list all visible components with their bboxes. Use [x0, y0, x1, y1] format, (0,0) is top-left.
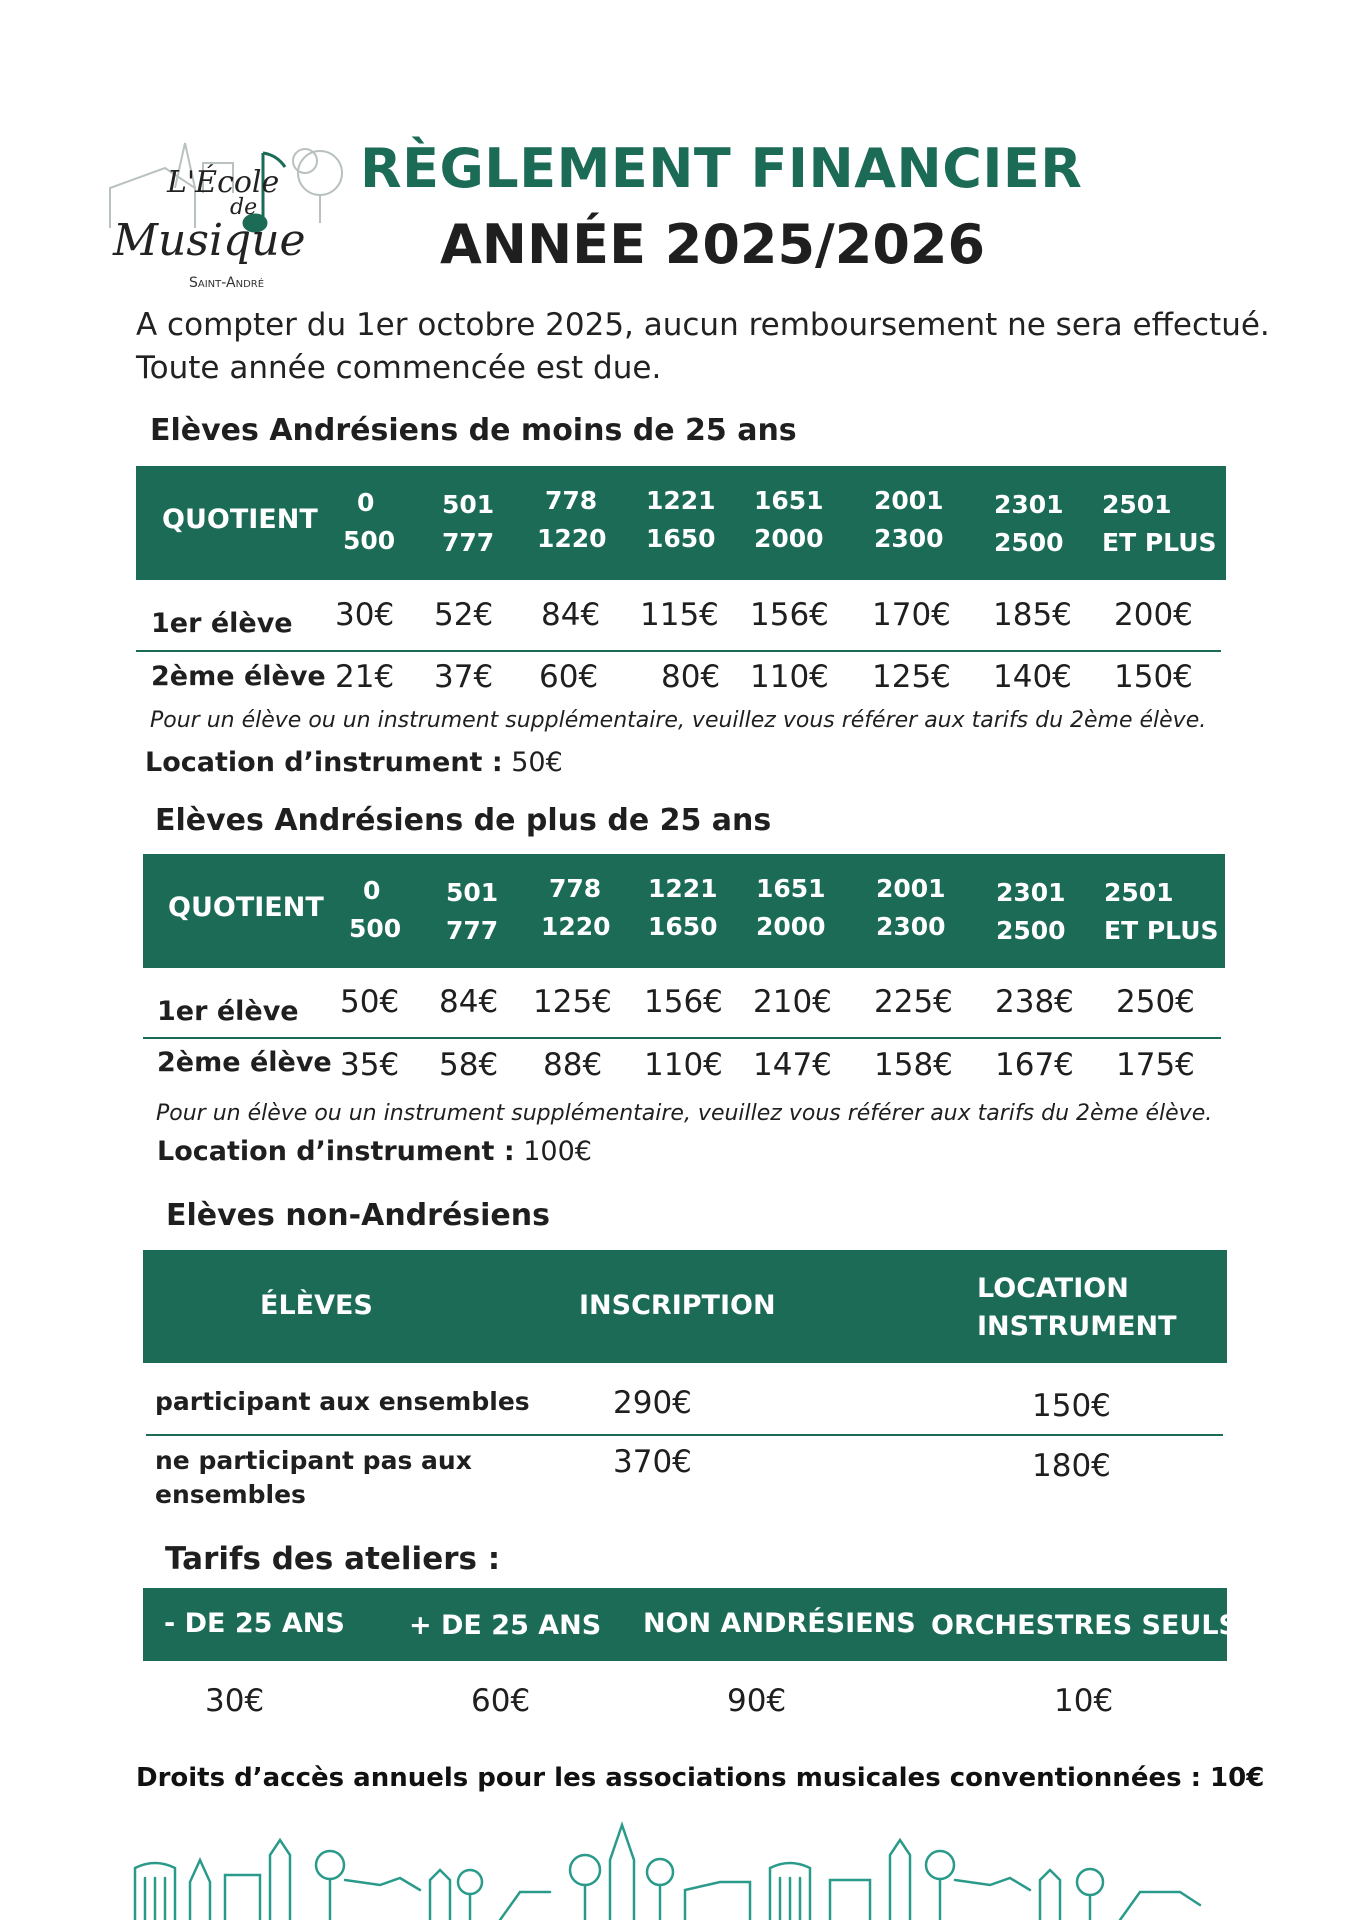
price-cell: 185€ — [993, 597, 1072, 633]
row-divider — [146, 1434, 1223, 1436]
row-2eme-eleve-label: 2ème élève — [151, 661, 326, 692]
section4-heading: Tarifs des ateliers : — [165, 1541, 501, 1577]
price-cell: 238€ — [995, 984, 1074, 1020]
quotient-label: QUOTIENT — [168, 892, 324, 923]
row-participant-label: participant aux ensembles — [155, 1387, 530, 1416]
bracket-0-500: 0 500 — [343, 488, 396, 555]
price-cell: 225€ — [874, 984, 953, 1020]
price-cell: 110€ — [750, 659, 829, 695]
row-1er-eleve-label: 1er élève — [151, 608, 293, 639]
school-logo — [105, 133, 345, 293]
page-title: RÈGLEMENT FINANCIER — [360, 137, 1083, 200]
section4-table-header — [143, 1588, 1239, 1661]
bracket-2001-2300: 2001 2300 — [876, 874, 946, 941]
bracket-1651-2000: 1651 2000 — [754, 486, 824, 553]
col-orchestres-seuls: ORCHESTRES SEULS — [931, 1610, 1239, 1641]
bracket-2501-plus: 2501 ET PLUS — [1102, 490, 1217, 557]
logo-text-line2: de — [230, 195, 258, 220]
price-cell: 210€ — [753, 984, 832, 1020]
quotient-label: QUOTIENT — [162, 504, 318, 535]
bracket-1221-1650: 1221 1650 — [648, 874, 718, 941]
section2-heading: Elèves Andrésiens de plus de 25 ans — [155, 803, 772, 838]
price-cell: 37€ — [434, 659, 494, 695]
price-cell: 150€ — [1114, 659, 1193, 695]
bracket-501-777: 501 777 — [442, 490, 495, 557]
price-cell: 110€ — [644, 1047, 723, 1083]
col-moins-25: - DE 25 ANS — [164, 1608, 345, 1639]
price-cell: 84€ — [439, 984, 499, 1020]
location-price: 180€ — [1032, 1448, 1111, 1484]
bracket-778-1220: 778 1220 — [537, 486, 607, 553]
price-cell: 60€ — [539, 659, 599, 695]
atelier-price: 10€ — [1054, 1683, 1114, 1719]
row-divider — [143, 1037, 1221, 1039]
price-cell: 175€ — [1116, 1047, 1195, 1083]
col-non-andresiens: NON ANDRÉSIENS — [643, 1608, 916, 1639]
price-cell: 125€ — [533, 984, 612, 1020]
intro-line1: A compter du 1er octobre 2025, aucun remboursement ne sera effectué. — [136, 307, 1270, 343]
atelier-price: 90€ — [727, 1683, 787, 1719]
price-cell: 140€ — [993, 659, 1072, 695]
price-cell: 250€ — [1116, 984, 1195, 1020]
section1-note: Pour un élève ou un instrument supplémentaire, veuillez vous référer aux tarifs du 2ème élève. — [150, 708, 1207, 733]
price-cell: 115€ — [640, 597, 719, 633]
col-eleves: ÉLÈVES — [260, 1290, 373, 1321]
price-cell: 156€ — [750, 597, 829, 633]
logo-text-line3: Musique — [113, 215, 306, 266]
bracket-2501-plus: 2501 ET PLUS — [1104, 878, 1219, 945]
col-plus-25: + DE 25 ANS — [409, 1610, 602, 1641]
bracket-778-1220: 778 1220 — [541, 874, 611, 941]
bracket-1221-1650: 1221 1650 — [646, 486, 716, 553]
logo-drawing — [105, 133, 345, 293]
intro-line2: Toute année commencée est due. — [136, 350, 662, 386]
bracket-2301-2500: 2301 2500 — [996, 878, 1066, 945]
col-inscription: INSCRIPTION — [579, 1290, 776, 1321]
page-subtitle: ANNÉE 2025/2026 — [440, 213, 986, 276]
price-cell: 30€ — [335, 597, 395, 633]
section3-heading: Elèves non-Andrésiens — [166, 1198, 550, 1233]
row-divider — [136, 650, 1221, 652]
row-2eme-eleve-label: 2ème élève — [157, 1047, 332, 1078]
price-cell: 52€ — [434, 597, 494, 633]
atelier-price: 60€ — [471, 1683, 531, 1719]
bracket-501-777: 501 777 — [446, 878, 499, 945]
section1-location: Location d’instrument : 50€ — [145, 747, 563, 778]
bracket-2301-2500: 2301 2500 — [994, 490, 1064, 557]
price-cell: 170€ — [872, 597, 951, 633]
price-cell: 167€ — [995, 1047, 1074, 1083]
price-cell: 156€ — [644, 984, 723, 1020]
price-cell: 50€ — [340, 984, 400, 1020]
skyline-decoration — [130, 1820, 1230, 1920]
price-cell: 158€ — [874, 1047, 953, 1083]
section1-heading: Elèves Andrésiens de moins de 25 ans — [150, 413, 797, 448]
price-cell: 80€ — [661, 659, 721, 695]
bracket-0-500: 0 500 — [349, 876, 402, 943]
footer-note: Droits d’accès annuels pour les associations musicales conventionnées : 10€ — [136, 1763, 1265, 1793]
logo-subtitle: Saint-André — [189, 275, 265, 291]
location-price: 150€ — [1032, 1388, 1111, 1424]
price-cell: 35€ — [340, 1047, 400, 1083]
section3-table-header — [143, 1250, 1227, 1363]
price-cell: 147€ — [753, 1047, 832, 1083]
price-cell: 21€ — [335, 659, 395, 695]
price-cell: 84€ — [541, 597, 601, 633]
section2-location: Location d’instrument : 100€ — [157, 1136, 592, 1167]
price-cell: 58€ — [439, 1047, 499, 1083]
section1-table-header — [136, 466, 1226, 580]
price-cell: 200€ — [1114, 597, 1193, 633]
atelier-price: 30€ — [205, 1683, 265, 1719]
logo-text-line1: L'École — [167, 165, 280, 200]
col-location-instrument: LOCATION INSTRUMENT — [977, 1273, 1177, 1342]
price-cell: 88€ — [543, 1047, 603, 1083]
row-non-participant-label: ne participant pas aux ensembles — [155, 1446, 472, 1509]
inscription-price: 290€ — [613, 1385, 692, 1421]
section2-table-header — [143, 854, 1225, 968]
row-1er-eleve-label: 1er élève — [157, 996, 299, 1027]
bracket-2001-2300: 2001 2300 — [874, 486, 944, 553]
inscription-price: 370€ — [613, 1444, 692, 1480]
section2-note: Pour un élève ou un instrument supplémentaire, veuillez vous référer aux tarifs du 2ème élève. — [156, 1101, 1213, 1126]
bracket-1651-2000: 1651 2000 — [756, 874, 826, 941]
price-cell: 125€ — [872, 659, 951, 695]
